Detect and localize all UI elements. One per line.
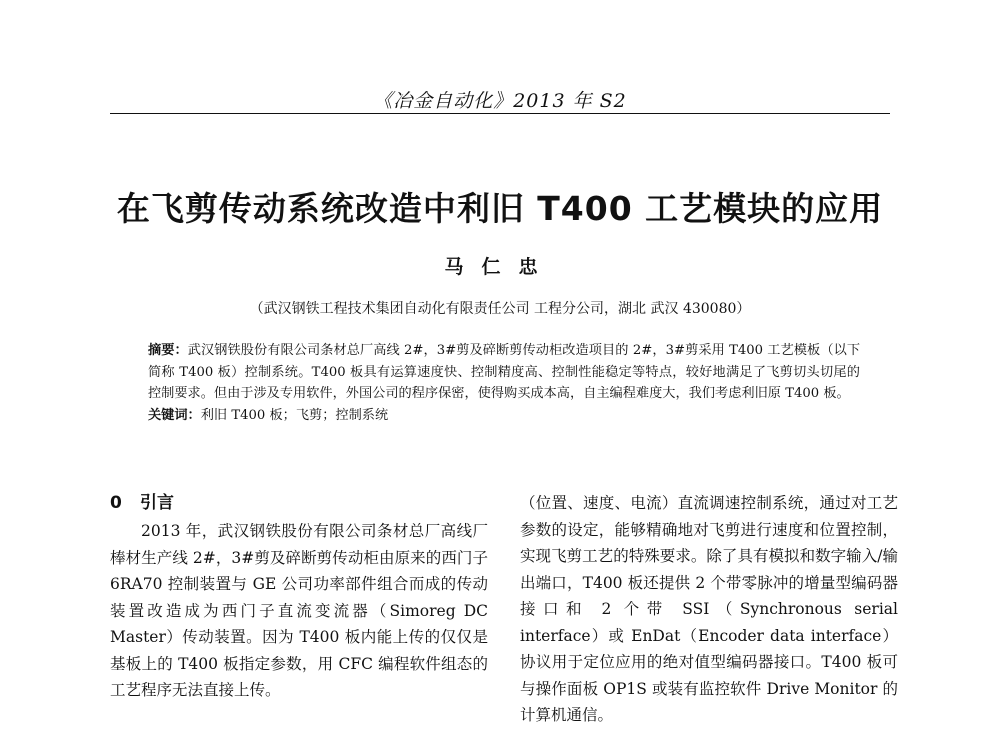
abstract-block [148, 340, 860, 426]
section-number: 0 [110, 493, 122, 513]
section-title: 引言 [140, 493, 174, 513]
author-name: 马仁忠 [444, 256, 556, 278]
paper-title: 在飞剪传动系统改造中利旧 T400 工艺模块的应用 [116, 189, 884, 228]
keywords-text: 利旧 T400 板；飞剪；控制系统 [200, 407, 389, 423]
journal-running-head: 《冶金自动化》2013 年 S2 [373, 90, 627, 112]
abstract-text: 武汉钢铁股份有限公司条材总厂高线 2#，3#剪及碎断剪传动柜改造项目的 2#，3#剪采用 T400 工艺模板（以下简称 T400 板）控制系统。T400 板具有运算速度快、控制精度高、控制性能稳定等特点，较好地满足了飞剪切头切尾的控制要求。但由于涉及专用软件，外国公司的程序保密，使得购买成本高，自主编程难度大，我们考虑利旧原 T400 板。 [148, 343, 861, 401]
body-left-column [110, 490, 488, 704]
right-body-paragraph: （位置、速度、电流）直流调速控制系统，通过对工艺参数的设定，能够精确地对飞剪进行速度和位置控制，实现飞剪工艺的特殊要求。除了具有模拟和数字输入/输出端口，T400 板还提供 2 个带零脉冲的增量型编码器接口和 2 个带 SSI（Synchronous serial interface）或 EnDat（Encoder data interface）协议用于定位应用的绝对值型编码器接口。T400 板可与操作面板 OP1S 或装有监控软件 Drive Monitor 的计算机通信。 [520, 494, 898, 724]
section-heading [110, 490, 488, 516]
author-affiliation: （武汉钢铁工程技术集团自动化有限责任公司 工程分公司，湖北 武汉 430080） [249, 301, 751, 317]
header-rule [110, 113, 890, 114]
keywords-label: 关键词： [148, 407, 201, 423]
keywords-paragraph [148, 405, 860, 427]
abstract-label: 摘要： [148, 343, 188, 358]
body-right-column [520, 490, 898, 729]
left-body-paragraph: 2013 年，武汉钢铁股份有限公司条材总厂高线厂棒材生产线 2#，3#剪及碎断剪传动柜由原来的西门子 6RA70 控制装置与 GE 公司功率部件组合而成的传动装置改造成为西门子直流变流器（Simoreg DC Master）传动装置。因为 T400 板内能上传的仅仅是基板上的 T400 板指定参数，用 CFC 编程软件组态的工艺程序无法直接上传。 [110, 522, 488, 699]
abstract-paragraph [148, 340, 860, 405]
